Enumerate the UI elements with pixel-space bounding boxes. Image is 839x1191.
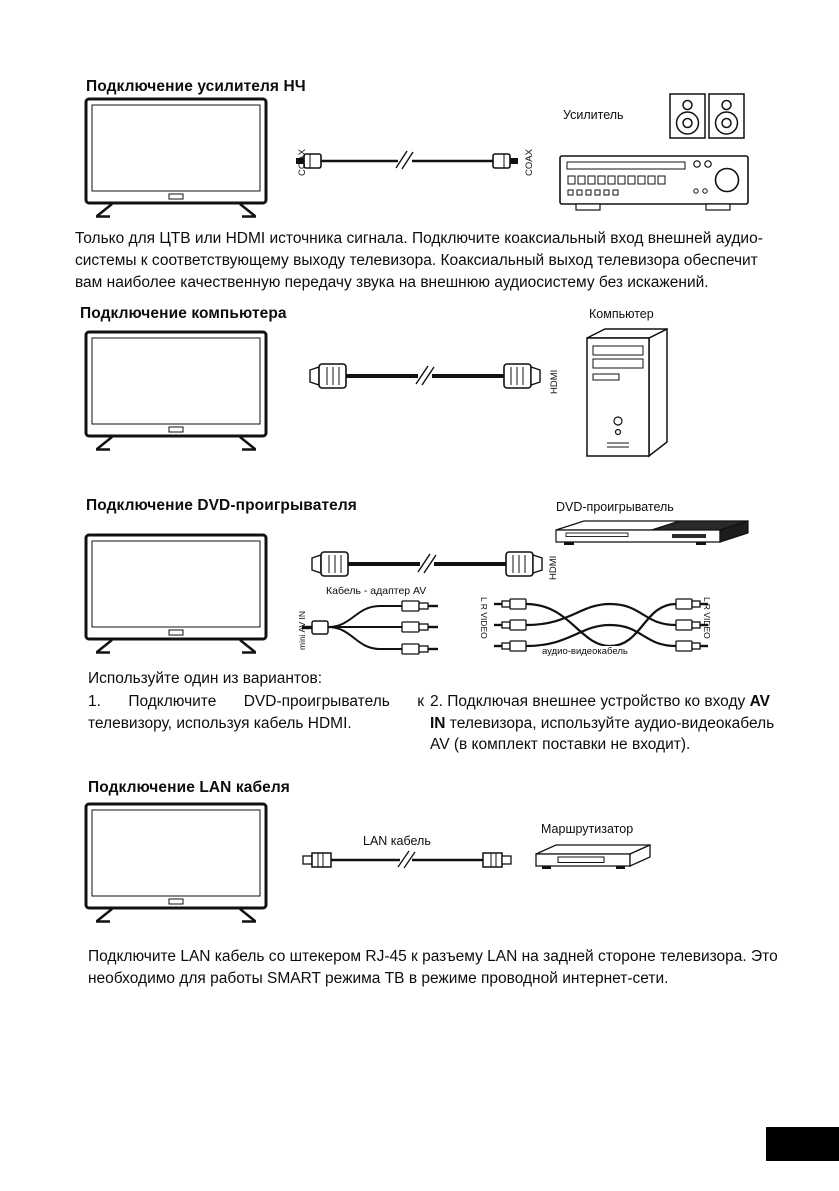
tv-illustration [84,802,268,924]
dvd-option-2-suffix: телевизора, используйте аудио-видеокабель AV (в комплект поставки не входит). [430,714,775,754]
lan-cable-label: LAN кабель [363,834,431,848]
av-cable-label: аудио-видеокабель [542,646,628,657]
av-adapter-label: Кабель - адаптер AV [326,585,427,597]
rca-channels-label-right: L R VIDEO [702,597,712,639]
mini-av-in-label: mini AV IN [297,610,307,650]
amplifier-description: Только для ЦТВ или HDMI источника сигнала. Подключите коаксиальный вход внешней аудио-системы к соответствующему выходу телевизора. Коаксиальный выход телевизора обеспечит вам наиболее качественную передачу звука на внешнюю аудиосистему без искажений. [75,230,763,292]
section-heading-dvd: Подключение DVD-проигрывателя [86,497,357,514]
router-illustration [532,840,654,874]
amplifier-label: Усилитель [563,108,624,122]
av-in-bold-text: AV IN [430,693,770,732]
section-heading-amplifier: Подключение усилителя НЧ [86,78,306,95]
hdmi-label: HDMI [549,369,560,394]
dvd-player-illustration [552,514,752,552]
coax-label-left: COAX [297,149,308,176]
dvd-option-2 [430,691,780,756]
lan-description: Подключите LAN кабель со штекером RJ-45 к разъему LAN на задней стороне телевизора. Это необходимо для работы SMART режима ТВ в режиме проводной интернет-сети. [88,948,778,988]
rca-channels-label-left: L R VIDEO [479,597,489,639]
hdmi-label: HDMI [548,555,559,580]
dvd-player-label: DVD-проигрыватель [556,500,674,514]
dvd-options-intro: Используйте один из вариантов: [88,670,323,687]
coax-label-right: COAX [524,149,535,176]
section-heading-lan: Подключение LAN кабеля [88,779,290,796]
router-label: Маршрутизатор [541,822,634,836]
hdmi-cable-illustration [308,358,542,394]
tv-illustration [84,330,268,452]
section-heading-computer: Подключение компьютера [80,305,287,322]
hdmi-cable-illustration [310,546,544,582]
av-adapter-illustration [300,596,476,658]
tv-illustration [84,533,268,655]
dvd-option-1: 1. Подключите DVD-проигрыватель к телевизору, используя кабель HDMI. [88,693,424,732]
lan-cable-illustration [298,847,516,871]
amplifier-illustration [558,92,753,214]
computer-illustration [577,326,677,466]
coax-cable-illustration [288,138,526,184]
dvd-option-2-prefix: 2. Подключая внешнее устройство ко входу [430,693,746,710]
computer-label: Компьютер [589,307,654,321]
page-corner-marker [766,1127,839,1161]
tv-illustration [84,97,268,219]
